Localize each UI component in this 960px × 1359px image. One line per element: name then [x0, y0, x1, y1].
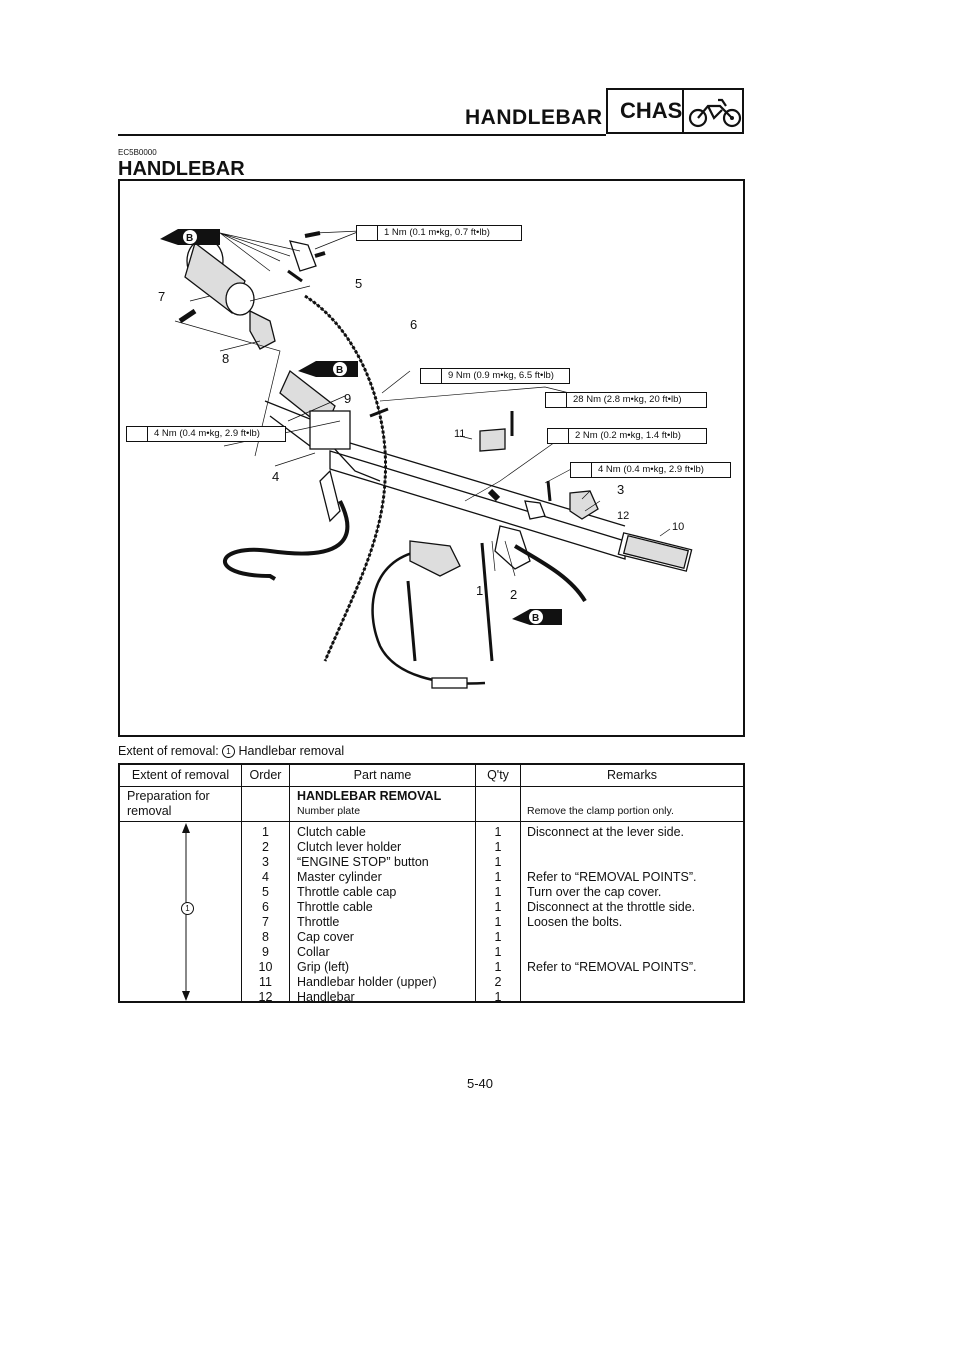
table-row-qty: 1 — [494, 930, 502, 944]
table-row-order: 9 — [262, 945, 269, 959]
extent-text: Handlebar removal — [238, 744, 345, 758]
table-row-remark — [527, 975, 696, 990]
table-row-qty: 1 — [494, 900, 502, 914]
badge-divider — [682, 90, 684, 132]
table-row-qty: 1 — [494, 960, 502, 974]
prep-title: HANDLEBAR REMOVAL — [297, 789, 442, 803]
table-row-order: 8 — [262, 930, 269, 944]
table-row-remark: Loosen the bolts. — [527, 915, 623, 929]
table-row-part: “ENGINE STOP” button — [297, 855, 429, 869]
exploded-diagram — [118, 179, 745, 737]
svg-text:B: B — [186, 233, 194, 244]
wrench-icon — [357, 226, 378, 240]
callout-9: 9 — [344, 391, 352, 406]
order-list — [242, 825, 289, 1005]
table-row-part: Throttle cable — [297, 900, 373, 914]
table-row-remark — [527, 990, 696, 1005]
table-row-part: Grip (left) — [297, 960, 350, 974]
col-header-remarks: Remarks — [606, 768, 657, 782]
prep-extent: Preparation for removal — [127, 789, 210, 818]
table-row-qty: 1 — [494, 945, 502, 959]
torque-label-9nm: 9 Nm (0.9 m•kg, 6.5 ft•lb) — [420, 368, 570, 384]
table-row-qty: 2 — [494, 975, 502, 989]
table-row-qty: 1 — [494, 990, 502, 1004]
table-row-qty: 1 — [494, 855, 502, 869]
table-row-remark: Refer to “REMOVAL POINTS”. — [527, 870, 697, 884]
table-row-order: 11 — [259, 975, 272, 989]
section-title: HANDLEBAR — [118, 158, 245, 180]
callout-2: 2 — [510, 587, 518, 602]
table-row-part: Handlebar holder (upper) — [297, 975, 437, 989]
callout-5: 5 — [355, 276, 363, 291]
torque-label-4nm-right: 4 Nm (0.4 m•kg, 2.9 ft•lb) — [570, 462, 731, 478]
wrench-icon — [127, 427, 148, 441]
table-row-order: 3 — [262, 855, 269, 869]
diagram-drawing — [120, 181, 743, 735]
table-row-order: 2 — [262, 840, 269, 854]
torque-label-2nm: 2 Nm (0.2 m•kg, 1.4 ft•lb) — [547, 428, 707, 444]
table-row-part: Cap cover — [297, 930, 354, 944]
table-row-remark — [527, 930, 696, 945]
table-row-order: 4 — [262, 870, 269, 884]
callout-11: 11 — [454, 428, 466, 440]
callout-12: 12 — [617, 510, 630, 522]
table-row-part: Handlebar — [297, 990, 355, 1004]
table-row-order: 5 — [262, 885, 269, 899]
extent-description — [222, 744, 344, 758]
callout-1: 1 — [476, 583, 484, 598]
remark-list — [527, 825, 696, 1005]
callout-10: 10 — [672, 521, 685, 533]
extent-label: Extent of removal: — [118, 744, 219, 758]
part-list — [297, 825, 437, 1005]
removal-table — [118, 763, 745, 1003]
col-header-part: Part name — [353, 768, 412, 782]
table-row-order: 12 — [258, 990, 273, 1004]
page-number: 5-40 — [466, 1076, 494, 1091]
table-row-part: Collar — [297, 945, 330, 959]
table-row-part: Throttle — [297, 915, 340, 929]
col-header-qty: Q'ty — [487, 768, 509, 782]
callout-4: 4 — [272, 469, 280, 484]
table-row-part: Master cylinder — [297, 870, 382, 884]
callout-8: 8 — [222, 351, 230, 366]
table-row-qty: 1 — [494, 825, 502, 839]
badge-text: CHAS — [620, 98, 683, 123]
table-row-order: 1 — [262, 825, 269, 839]
callout-6: 6 — [410, 317, 418, 332]
table-row-remark: Disconnect at the throttle side. — [527, 900, 696, 914]
torque-label-1nm: 1 Nm (0.1 m•kg, 0.7 ft•lb) — [356, 225, 522, 241]
svg-text:B: B — [336, 365, 344, 376]
table-row-qty: 1 — [494, 840, 502, 854]
torque-label-28nm: 28 Nm (2.8 m•kg, 20 ft•lb) — [545, 392, 707, 408]
callout-3: 3 — [617, 482, 625, 497]
wrench-icon — [546, 393, 567, 407]
header-rule — [118, 134, 606, 136]
qty-list — [476, 825, 520, 1005]
header-title: HANDLEBAR — [465, 106, 603, 129]
wrench-icon — [571, 463, 592, 477]
table-row-remark: Refer to “REMOVAL POINTS”. — [527, 960, 697, 974]
table-row-remark: Turn over the cap cover. — [527, 885, 662, 899]
torque-label-4nm-left: 4 Nm (0.4 m•kg, 2.9 ft•lb) — [126, 426, 286, 442]
callout-7: 7 — [158, 289, 166, 304]
col-header-extent: Extent of removal — [131, 768, 230, 782]
table-row-remark — [527, 945, 696, 960]
table-row-qty: 1 — [494, 915, 502, 929]
section-code: EC5B0000 — [118, 148, 157, 157]
table-row-order: 6 — [262, 900, 269, 914]
prep-part: Number plate — [297, 805, 361, 817]
table-row-remark — [527, 855, 696, 870]
prep-remark: Remove the clamp portion only. — [527, 805, 674, 817]
table-row-qty: 1 — [494, 870, 502, 884]
extent-mark-in-table: 1 — [181, 902, 194, 915]
wrench-icon — [548, 429, 569, 443]
table-row-qty: 1 — [494, 885, 502, 899]
wrench-icon — [421, 369, 442, 383]
table-row-order: 7 — [262, 915, 269, 929]
table-row-part: Throttle cable cap — [297, 885, 397, 899]
table-row-order: 10 — [258, 960, 273, 974]
svg-text:B: B — [532, 613, 540, 624]
section-badge — [606, 88, 744, 134]
table-row-part: Clutch lever holder — [297, 840, 402, 854]
extent-mark-circle: 1 — [222, 745, 235, 758]
motorcycle-icon — [688, 94, 742, 130]
table-row-part: Clutch cable — [297, 825, 366, 839]
table-row-remark: Disconnect at the lever side. — [527, 825, 685, 839]
table-row-remark — [527, 840, 696, 855]
col-header-order: Order — [249, 768, 282, 782]
